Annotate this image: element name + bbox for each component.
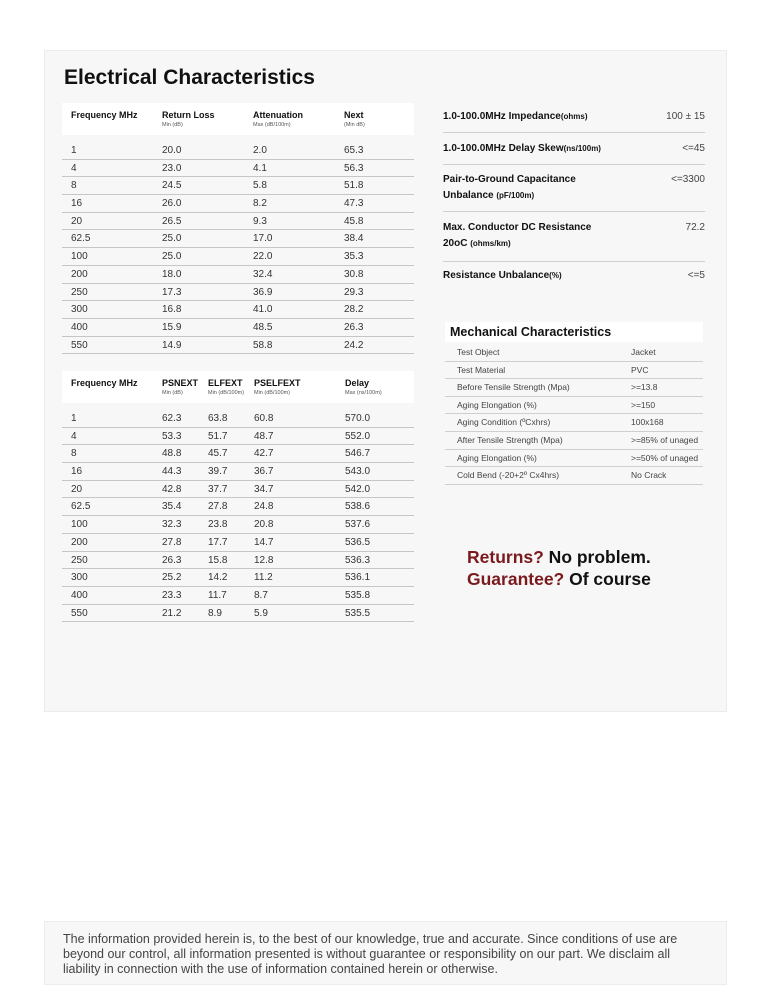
table-row bbox=[62, 516, 414, 534]
table-cell: 62.5 bbox=[71, 233, 91, 245]
table-cell: 20 bbox=[71, 215, 83, 227]
table-row bbox=[62, 284, 414, 302]
table-cell: 30.8 bbox=[344, 268, 364, 280]
table-cell: 100 bbox=[71, 519, 88, 531]
table-cell: 12.8 bbox=[254, 554, 274, 566]
table-cell: 550 bbox=[71, 607, 88, 619]
table-cell: 15.9 bbox=[162, 321, 182, 333]
spec-unit: (ohms) bbox=[560, 112, 588, 121]
table-cell: 552.0 bbox=[345, 430, 371, 442]
spec-dc-resistance bbox=[443, 220, 705, 262]
table-row bbox=[62, 552, 414, 570]
table-cell: 538.6 bbox=[345, 501, 371, 513]
table-cell: 11.2 bbox=[254, 572, 273, 584]
mechanical-label: Test Material bbox=[457, 364, 506, 375]
table-cell: 18.0 bbox=[162, 268, 182, 280]
table-cell: 200 bbox=[71, 536, 88, 548]
spec-impedance bbox=[443, 109, 705, 133]
header-elfext: ELFEXT Min (dB/100m) bbox=[208, 378, 245, 396]
table-row bbox=[62, 248, 414, 266]
table-cell: 400 bbox=[71, 589, 88, 601]
table-cell: 17.7 bbox=[208, 536, 228, 548]
mechanical-value: >=50% of unaged bbox=[631, 452, 699, 463]
table-cell: 1 bbox=[71, 413, 77, 424]
table-cell: 62.3 bbox=[162, 413, 182, 424]
table-cell: 51.8 bbox=[344, 180, 364, 192]
table-cell: 14.9 bbox=[162, 339, 182, 351]
table-row bbox=[62, 337, 414, 355]
table-cell: 24.8 bbox=[254, 501, 274, 513]
table-cell: 29.3 bbox=[344, 286, 364, 298]
table-cell: 45.7 bbox=[208, 448, 228, 460]
table-cell: 20.8 bbox=[254, 519, 274, 531]
table-cell: 37.7 bbox=[208, 483, 228, 495]
table-cell: 51.7 bbox=[208, 430, 228, 442]
table-cell: 26.3 bbox=[344, 321, 364, 333]
table-cell: 44.3 bbox=[162, 466, 182, 478]
table-cell: 21.2 bbox=[162, 607, 182, 619]
table-cell: 20 bbox=[71, 483, 83, 495]
table-cell: 24.5 bbox=[162, 180, 182, 192]
table-cell: 5.8 bbox=[253, 180, 267, 192]
table-cell: 537.6 bbox=[345, 519, 371, 531]
table-cell: 2.0 bbox=[253, 145, 267, 156]
spec-unit: (pF/100m) bbox=[496, 191, 535, 200]
mechanical-label: After Tensile Strength (Mpa) bbox=[457, 434, 563, 445]
mechanical-label: Cold Bend (-20+2º Cx4hrs) bbox=[457, 470, 560, 481]
spec-label: Pair-to-Ground Capacitance Unbalance bbox=[443, 174, 576, 201]
table-cell: 17.3 bbox=[162, 286, 182, 298]
mechanical-label: Before Tensile Strength (Mpa) bbox=[457, 382, 570, 393]
table-cell: 38.4 bbox=[344, 233, 364, 245]
table-cell: 39.7 bbox=[208, 466, 228, 478]
mechanical-value: PVC bbox=[631, 364, 649, 375]
table-cell: 200 bbox=[71, 268, 88, 280]
table-cell: 22.0 bbox=[253, 251, 273, 263]
table-cell: 36.9 bbox=[253, 286, 273, 298]
table-cell: 4.1 bbox=[253, 162, 267, 174]
table-row bbox=[62, 463, 414, 481]
table-row bbox=[62, 498, 414, 516]
mechanical-label: Test Object bbox=[457, 347, 500, 357]
mechanical-value: 100x168 bbox=[631, 417, 664, 428]
table-cell: 53.3 bbox=[162, 430, 182, 442]
spec-value: 100 ± 15 bbox=[666, 111, 705, 122]
table-cell: 543.0 bbox=[345, 466, 371, 478]
table-cell: 58.8 bbox=[253, 339, 273, 351]
table-cell: 16 bbox=[71, 466, 83, 478]
table-cell: 42.7 bbox=[254, 448, 274, 460]
table-cell: 8 bbox=[71, 180, 77, 192]
table-cell: 35.3 bbox=[344, 251, 364, 263]
table-cell: 28.2 bbox=[344, 304, 364, 316]
table-cell: 250 bbox=[71, 286, 88, 298]
table-cell: 535.5 bbox=[345, 607, 371, 619]
promo-line-returns: Returns? No problem. bbox=[467, 547, 651, 567]
table-cell: 4 bbox=[71, 162, 77, 174]
table-body bbox=[62, 142, 414, 354]
mechanical-value: >=85% of unaged bbox=[631, 434, 699, 445]
table-cell: 32.4 bbox=[253, 268, 273, 280]
table-header bbox=[62, 103, 414, 135]
header-attenuation: Attenuation Max (dB/100m) bbox=[253, 110, 303, 128]
table-cell: 15.8 bbox=[208, 554, 228, 566]
table-cell: 8 bbox=[71, 448, 77, 460]
table-cell: 60.8 bbox=[254, 413, 274, 424]
table-cell: 550 bbox=[71, 339, 88, 351]
mechanical-table bbox=[445, 344, 703, 485]
table-cell: 23.3 bbox=[162, 589, 182, 601]
table-row bbox=[62, 445, 414, 463]
table-row bbox=[62, 481, 414, 499]
mechanical-row bbox=[445, 467, 703, 485]
mechanical-label: Aging Elongation (%) bbox=[457, 452, 537, 463]
table-row bbox=[62, 142, 414, 160]
table-cell: 16 bbox=[71, 198, 83, 210]
table-row bbox=[62, 195, 414, 213]
mechanical-value: Jacket bbox=[631, 347, 656, 357]
table-cell: 1 bbox=[71, 145, 77, 156]
mechanical-row bbox=[445, 344, 703, 362]
header-next: Next (Min dB) bbox=[344, 110, 365, 128]
spec-label: Resistance Unbalance bbox=[443, 270, 550, 281]
mechanical-row bbox=[445, 379, 703, 397]
table-row bbox=[62, 266, 414, 284]
table-cell: 45.8 bbox=[344, 215, 364, 227]
table-cell: 25.2 bbox=[162, 572, 182, 584]
electrical-table-2 bbox=[62, 371, 414, 622]
header-delay: Delay Max (ns/100m) bbox=[345, 378, 382, 396]
mechanical-row bbox=[445, 432, 703, 450]
table-header bbox=[62, 371, 414, 403]
table-cell: 300 bbox=[71, 572, 88, 584]
table-row bbox=[62, 605, 414, 623]
page-title: Electrical Characteristics bbox=[64, 66, 315, 89]
disclaimer: The information provided herein is, to the best of our knowledge, true and accurate. Since conditions of use are beyond our control, all information presented is without guarantee or responsibility on our part. We disclaim all liability in connection with the use of information contained herein or otherwise. bbox=[44, 921, 727, 985]
spec-value: <=45 bbox=[682, 143, 705, 154]
electrical-table-1 bbox=[62, 103, 414, 354]
table-cell: 536.3 bbox=[345, 554, 371, 566]
spec-value: <=5 bbox=[687, 270, 705, 281]
table-cell: 63.8 bbox=[208, 413, 228, 424]
spec-unit: (ohms/km) bbox=[470, 239, 511, 248]
table-cell: 41.0 bbox=[253, 304, 273, 316]
table-cell: 20.0 bbox=[162, 145, 182, 156]
table-cell: 23.0 bbox=[162, 162, 182, 174]
mechanical-title: Mechanical Characteristics bbox=[445, 322, 703, 342]
table-cell: 48.7 bbox=[254, 430, 274, 442]
table-cell: 14.7 bbox=[254, 536, 274, 548]
spec-label: 1.0-100.0MHz Impedance bbox=[443, 111, 561, 122]
table-cell: 300 bbox=[71, 304, 88, 316]
table-row bbox=[62, 230, 414, 248]
mechanical-row bbox=[445, 397, 703, 415]
header-return-loss: Return Loss Min (dB) bbox=[162, 110, 215, 128]
table-row bbox=[62, 569, 414, 587]
table-cell: 27.8 bbox=[162, 536, 182, 548]
table-cell: 5.9 bbox=[254, 607, 268, 619]
spec-delay-skew bbox=[443, 141, 705, 165]
mechanical-value: >=13.8 bbox=[631, 382, 658, 393]
table-cell: 32.3 bbox=[162, 519, 182, 531]
table-cell: 27.8 bbox=[208, 501, 228, 513]
table-cell: 400 bbox=[71, 321, 88, 333]
table-cell: 9.3 bbox=[253, 215, 267, 227]
table-cell: 34.7 bbox=[254, 483, 274, 495]
promo-text bbox=[467, 546, 651, 590]
spec-unit: (%) bbox=[549, 271, 562, 280]
spec-label: Max. Conductor DC Resistance 20oC bbox=[443, 222, 592, 249]
table-cell: 8.2 bbox=[253, 198, 267, 210]
table-cell: 542.0 bbox=[345, 483, 371, 495]
table-cell: 535.8 bbox=[345, 589, 371, 601]
mechanical-row bbox=[445, 450, 703, 468]
table-cell: 25.0 bbox=[162, 251, 182, 263]
table-cell: 24.2 bbox=[344, 339, 364, 351]
spec-capacitance-unbalance bbox=[443, 172, 705, 212]
table-cell: 546.7 bbox=[345, 448, 371, 460]
table-cell: 42.8 bbox=[162, 483, 182, 495]
table-cell: 536.5 bbox=[345, 536, 371, 548]
table-cell: 8.9 bbox=[208, 607, 222, 619]
mechanical-row bbox=[445, 414, 703, 432]
spec-unit: (ns/100m) bbox=[563, 144, 601, 153]
table-cell: 8.7 bbox=[254, 589, 268, 601]
table-cell: 26.0 bbox=[162, 198, 182, 210]
table-cell: 14.2 bbox=[208, 572, 228, 584]
table-cell: 17.0 bbox=[253, 233, 273, 245]
table-row bbox=[62, 428, 414, 446]
table-cell: 56.3 bbox=[344, 162, 364, 174]
table-row bbox=[62, 177, 414, 195]
mechanical-value: No Crack bbox=[631, 470, 667, 481]
mechanical-value: >=150 bbox=[631, 399, 656, 410]
table-cell: 62.5 bbox=[71, 501, 91, 513]
spec-resistance-unbalance bbox=[443, 268, 705, 290]
table-cell: 36.7 bbox=[254, 466, 274, 478]
mechanical-label: Aging Condition (ºCxhrs) bbox=[457, 417, 551, 428]
table-cell: 35.4 bbox=[162, 501, 182, 513]
table-cell: 26.3 bbox=[162, 554, 182, 566]
spec-label: 1.0-100.0MHz Delay Skew bbox=[443, 143, 564, 154]
table-cell: 100 bbox=[71, 251, 88, 263]
header-frequency: Frequency MHz bbox=[71, 378, 138, 388]
table-cell: 250 bbox=[71, 554, 88, 566]
table-row bbox=[62, 534, 414, 552]
header-frequency: Frequency MHz bbox=[71, 110, 138, 120]
spec-value: <=3300 bbox=[671, 174, 705, 185]
table-cell: 48.5 bbox=[253, 321, 273, 333]
table-cell: 47.3 bbox=[344, 198, 364, 210]
table-cell: 48.8 bbox=[162, 448, 182, 460]
table-cell: 16.8 bbox=[162, 304, 182, 316]
table-cell: 4 bbox=[71, 430, 77, 442]
table-row bbox=[62, 410, 414, 428]
table-cell: 26.5 bbox=[162, 215, 182, 227]
table-cell: 570.0 bbox=[345, 413, 371, 424]
table-row bbox=[62, 213, 414, 231]
table-body bbox=[62, 410, 414, 622]
spec-value: 72.2 bbox=[685, 222, 705, 233]
table-row bbox=[62, 160, 414, 178]
table-row bbox=[62, 301, 414, 319]
header-psnext: PSNEXT Min (dB) bbox=[162, 378, 199, 396]
promo-line-guarantee: Guarantee? Of course bbox=[467, 569, 651, 589]
table-cell: 65.3 bbox=[344, 145, 364, 156]
table-cell: 536.1 bbox=[345, 572, 371, 584]
mechanical-label: Aging Elongation (%) bbox=[457, 399, 537, 410]
header-pselfext: PSELFEXT Min (dB/100m) bbox=[254, 378, 301, 396]
table-cell: 23.8 bbox=[208, 519, 228, 531]
table-cell: 11.7 bbox=[208, 589, 227, 601]
table-row bbox=[62, 319, 414, 337]
mechanical-row bbox=[445, 362, 703, 380]
table-row bbox=[62, 587, 414, 605]
table-cell: 25.0 bbox=[162, 233, 182, 245]
